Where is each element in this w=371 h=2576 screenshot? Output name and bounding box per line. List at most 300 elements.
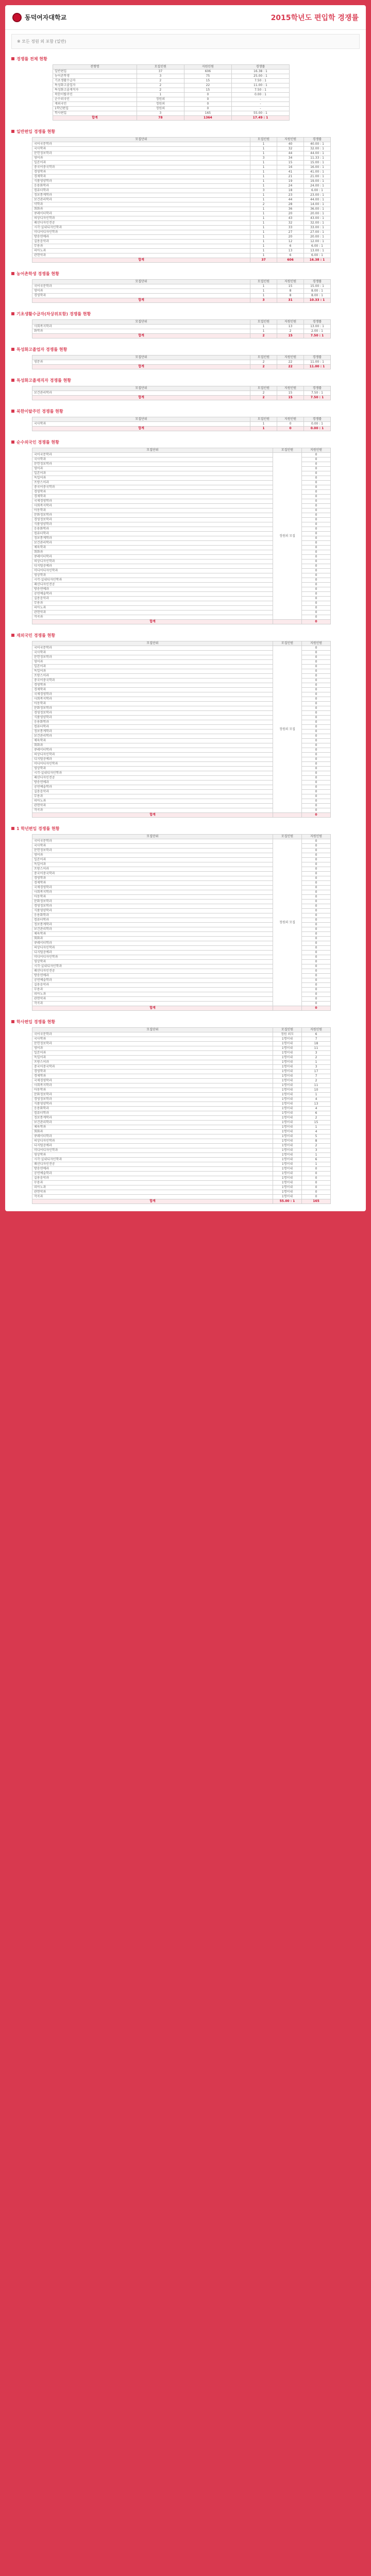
- col-major: 모집단위: [32, 835, 273, 839]
- row-quota: 2: [250, 391, 277, 396]
- row-applicants: 0: [302, 844, 331, 849]
- row-major: 무용과: [32, 601, 273, 606]
- row-major: 회화과: [32, 937, 273, 941]
- row-applicants: 2: [302, 1144, 331, 1148]
- row-quota: 1명이내: [273, 1065, 302, 1070]
- col-applicants: 지원인원: [277, 320, 304, 325]
- row-major: 회화과: [32, 743, 273, 748]
- row-applicants: 7: [302, 1074, 331, 1079]
- row-quota: 1명이내: [273, 1195, 302, 1199]
- row-applicants: 4: [302, 1107, 331, 1111]
- total-row: [32, 258, 331, 263]
- row-applicants: 0: [302, 776, 331, 781]
- row-major: 프랑스어과: [32, 481, 273, 485]
- row-applicants: 0: [302, 697, 331, 702]
- row-applicants: 0: [302, 881, 331, 886]
- row-major: 경영학과: [32, 490, 273, 495]
- section-heading: 일반편입 경쟁률 현황: [11, 126, 360, 137]
- row-applicants: 0: [302, 646, 331, 651]
- table-row: [32, 202, 331, 207]
- row-applicants: 0: [302, 890, 331, 895]
- row-quota: 1명이내: [273, 1148, 302, 1153]
- row-applicants: 0: [302, 674, 331, 679]
- row-applicants: 16: [277, 165, 304, 170]
- row-major: 경제학과: [32, 175, 250, 179]
- col-applicants: 지원인원: [277, 138, 304, 142]
- row-rate: -: [231, 107, 289, 111]
- row-quota: 1: [250, 151, 277, 156]
- total-applicants: 165: [302, 1199, 331, 1204]
- row-applicants: 0: [302, 706, 331, 711]
- row-rate: 7.50 : 1: [231, 79, 289, 83]
- row-major: 농어촌학생: [53, 74, 137, 79]
- row-applicants: 11: [302, 1046, 331, 1051]
- row-applicants: 33: [277, 226, 304, 230]
- row-rate: 43.00 : 1: [304, 216, 331, 221]
- section-heading: 기초생활수급자(차상위포함) 경쟁률 현황: [11, 308, 360, 319]
- total-row: [32, 298, 331, 303]
- row-rate: 16.38 : 1: [231, 70, 289, 74]
- row-major: 의상디자인학과: [32, 753, 273, 757]
- row-major: 응용화학과: [32, 527, 273, 532]
- row-applicants: 0: [302, 923, 331, 927]
- col-rate: 경쟁률: [304, 417, 331, 422]
- table-row: [32, 1060, 331, 1065]
- row-rate: 33.00 : 1: [304, 226, 331, 230]
- total-rate: 55.00 : 1: [273, 1199, 302, 1204]
- row-major: 실용음악과: [32, 790, 273, 794]
- foreigner-table: [32, 448, 331, 624]
- row-major: 방송연예과: [32, 1167, 273, 1172]
- row-major: 일본어과: [32, 858, 273, 862]
- row-major: 식품영양학과: [32, 909, 273, 913]
- row-applicants: 0: [302, 462, 331, 467]
- row-major: 재외국민: [53, 102, 137, 107]
- row-applicants: 0: [302, 720, 331, 725]
- row-applicants: 22: [277, 360, 304, 365]
- row-applicants: 0: [302, 665, 331, 669]
- row-applicants: 11: [302, 1083, 331, 1088]
- row-applicants: 0: [302, 716, 331, 720]
- col-rate: 경쟁률: [231, 65, 289, 70]
- row-quota: 1명이내: [273, 1102, 302, 1107]
- table-row: [32, 1130, 331, 1134]
- bullet-icon: [11, 312, 14, 315]
- row-major: 국제경영학과: [32, 692, 273, 697]
- row-applicants: 0: [302, 481, 331, 485]
- row-rate: 14.00 : 1: [304, 202, 331, 207]
- row-major: 정보통계학과: [32, 923, 273, 927]
- row-major: 관현악과: [32, 997, 273, 1002]
- row-rate: 7.50 : 1: [304, 391, 331, 396]
- row-applicants: 5: [302, 1134, 331, 1139]
- table-row: [32, 235, 331, 240]
- table-row: [53, 107, 290, 111]
- row-rate: 15.00 : 1: [304, 161, 331, 165]
- header-bar: [5, 5, 366, 30]
- row-applicants: 0: [302, 997, 331, 1002]
- row-major: 경영정보학과: [32, 518, 273, 522]
- row-applicants: 0: [302, 660, 331, 665]
- row-applicants: 18: [277, 189, 304, 193]
- table-row: [32, 189, 331, 193]
- row-rate: 6.00 : 1: [304, 253, 331, 258]
- table-row: [32, 1148, 331, 1153]
- row-major: 일본어과: [32, 471, 273, 476]
- total-row: [32, 813, 331, 818]
- row-applicants: 12: [277, 240, 304, 244]
- table-row: [32, 1051, 331, 1056]
- col-quota: 모집인원: [137, 65, 184, 70]
- row-major: 중국어중국학과: [32, 1065, 273, 1070]
- row-quota: 3: [250, 156, 277, 161]
- total-applicants: 606: [277, 258, 304, 263]
- row-major: 공연예술학과: [32, 785, 273, 790]
- bullet-icon: [11, 379, 14, 382]
- total-row: [53, 116, 290, 121]
- total-rate: 11.00 : 1: [304, 365, 331, 369]
- table-row: [32, 1065, 331, 1070]
- total-rate: 7.50 : 1: [304, 334, 331, 338]
- row-quota: 1: [250, 226, 277, 230]
- row-quota: 1: [250, 235, 277, 240]
- col-applicants: 지원인원: [184, 65, 231, 70]
- row-applicants: 0: [302, 1167, 331, 1172]
- row-major: 컴퓨터학과: [32, 532, 273, 536]
- row-applicants: 0: [302, 536, 331, 541]
- col-major: 모집단위: [32, 448, 273, 453]
- row-major: 컴퓨터학과: [32, 725, 273, 730]
- row-quota: 1: [250, 212, 277, 216]
- row-applicants: 0: [302, 757, 331, 762]
- row-major: 피아노과: [32, 992, 273, 997]
- total-label: 합계: [32, 427, 250, 431]
- row-quota: 1: [250, 175, 277, 179]
- row-major: 문화정보학과: [32, 706, 273, 711]
- total-row: [32, 365, 331, 369]
- row-major: 체육학과: [32, 739, 273, 743]
- page-frame: [0, 0, 371, 1217]
- row-major: 경영학과: [32, 1070, 273, 1074]
- table-row: [32, 391, 331, 396]
- row-major: 실용음악과: [32, 983, 273, 988]
- row-quota: 1명이내: [273, 1046, 302, 1051]
- row-applicants: 6: [302, 1158, 331, 1162]
- row-rate: 8.00 : 1: [304, 294, 331, 298]
- row-quota: 정원외: [137, 97, 184, 102]
- row-applicants: 1: [302, 1153, 331, 1158]
- total-row: [32, 1006, 331, 1011]
- table-row: [32, 179, 331, 184]
- row-applicants: 19: [277, 179, 304, 184]
- row-applicants: 0: [302, 886, 331, 890]
- row-applicants: 6: [277, 244, 304, 249]
- row-quota: 1: [250, 170, 277, 175]
- table-row: [32, 1176, 331, 1181]
- row-applicants: 0: [302, 587, 331, 592]
- row-rate: 20.00 : 1: [304, 235, 331, 240]
- row-major: 보건관리학과: [32, 927, 273, 932]
- col-major: 모집단위: [32, 280, 250, 284]
- row-applicants: 0: [302, 702, 331, 706]
- row-applicants: 40: [277, 142, 304, 147]
- row-major: 디지털공예과: [32, 1144, 273, 1148]
- row-rate: 6.00 : 1: [304, 189, 331, 193]
- row-quota: 1명이내: [273, 1162, 302, 1167]
- row-major: 무용과: [32, 244, 250, 249]
- total-row: [32, 396, 331, 400]
- row-applicants: 8: [277, 294, 304, 298]
- row-major: 문헌정보학과: [32, 151, 250, 156]
- section-heading: 특성화고졸재직자 경쟁률 현황: [11, 375, 360, 386]
- row-applicants: 0: [302, 569, 331, 573]
- row-major: 정보통계학과: [32, 1116, 273, 1121]
- row-applicants: 2: [302, 1116, 331, 1121]
- row-major: 국어국문학과: [32, 453, 273, 457]
- row-applicants: 0: [302, 564, 331, 569]
- row-quota: 1명이내: [273, 1107, 302, 1111]
- row-applicants: 0: [302, 583, 331, 587]
- row-rate: 12.00 : 1: [304, 240, 331, 244]
- table-row: [32, 1046, 331, 1051]
- row-major: 독일어과: [32, 476, 273, 481]
- row-major: 시각·실내디자인학과: [32, 226, 250, 230]
- row-major: 식품영양학과: [32, 716, 273, 720]
- row-quota: 1: [250, 147, 277, 151]
- row-quota: 1: [250, 161, 277, 165]
- row-quota: 1명이내: [273, 1093, 302, 1097]
- col-applicants: 지원인원: [277, 417, 304, 422]
- row-major: 경제학과: [32, 688, 273, 692]
- row-applicants: 0: [302, 683, 331, 688]
- row-major: 경제학과: [32, 881, 273, 886]
- total-quota: 37: [250, 258, 277, 263]
- row-major: 경영정보학과: [32, 711, 273, 716]
- table-row: [53, 102, 290, 107]
- row-applicants: 6: [302, 1111, 331, 1116]
- row-applicants: 3: [302, 1051, 331, 1056]
- row-applicants: 0: [302, 904, 331, 909]
- col-quota: 모집인원: [250, 417, 277, 422]
- page-title: 2015학년도 편입학 경쟁률: [271, 13, 359, 22]
- col-rate: 경쟁률: [304, 138, 331, 142]
- row-quota: 1명이내: [273, 1074, 302, 1079]
- row-quota: 1: [250, 244, 277, 249]
- row-major: 국어국문학과: [32, 839, 273, 844]
- row-major: 사회복지학과: [32, 697, 273, 702]
- table-row: [32, 1074, 331, 1079]
- total-applicants: 15: [277, 334, 304, 338]
- row-quota: 1: [250, 240, 277, 244]
- table-row: [53, 83, 290, 88]
- row-applicants: 0: [302, 804, 331, 808]
- row-quota: 1: [137, 93, 184, 97]
- row-major: 미디어디자인학과: [32, 569, 273, 573]
- row-major: 사회복지학과: [32, 890, 273, 895]
- row-major: 아동학과: [32, 509, 273, 513]
- row-major: 경영정보학과: [32, 904, 273, 909]
- table-row: [32, 184, 331, 189]
- row-major: 작곡과: [32, 615, 273, 620]
- row-major: 아동학과: [32, 895, 273, 900]
- table-row: [32, 161, 331, 165]
- row-major: 영어과: [32, 289, 250, 294]
- bullet-icon: [11, 410, 14, 413]
- row-quota: 1명이내: [273, 1185, 302, 1190]
- row-major: 미디어디자인학과: [32, 762, 273, 767]
- row-applicants: 13: [277, 249, 304, 253]
- section-heading: 북한이탈주민 경쟁률 현황: [11, 405, 360, 417]
- row-major: 아동학과: [32, 1088, 273, 1093]
- row-applicants: 0: [302, 1181, 331, 1185]
- row-major: 문헌정보학과: [32, 1042, 273, 1046]
- row-applicants: 0: [302, 499, 331, 504]
- section-vocational: [11, 344, 360, 369]
- total-row: [32, 427, 331, 431]
- row-major: 영상학과: [32, 573, 273, 578]
- row-applicants: 0: [184, 97, 231, 102]
- row-major: 보건관리학과: [32, 541, 273, 546]
- row-major: 시각·실내디자인학과: [32, 964, 273, 969]
- total-applicants: 1364: [184, 116, 231, 121]
- row-applicants: 0: [302, 592, 331, 597]
- table-row: [32, 646, 331, 651]
- row-major: 방송연예과: [32, 781, 273, 785]
- section-overview: [11, 53, 360, 121]
- table-row: [53, 74, 290, 79]
- row-applicants: 0: [302, 655, 331, 660]
- row-major: 실용음악과: [32, 597, 273, 601]
- table-row: [32, 1097, 331, 1102]
- row-rate: 32.00 : 1: [304, 147, 331, 151]
- row-rate: 0.00 : 1: [304, 422, 331, 427]
- row-applicants: 0: [302, 573, 331, 578]
- row-major: 패션디자인전공: [32, 1162, 273, 1167]
- brand[interactable]: [12, 13, 66, 22]
- row-major: 경영학과: [32, 294, 250, 298]
- col-rate: 경쟁률: [304, 355, 331, 360]
- row-applicants: 165: [184, 111, 231, 116]
- row-major: 국사학과: [32, 844, 273, 849]
- col-quota: 모집인원: [273, 448, 302, 453]
- table-row: [32, 212, 331, 216]
- row-applicants: 0: [184, 107, 231, 111]
- total-applicants: 15: [277, 396, 304, 400]
- total-label: 합계: [32, 813, 273, 818]
- total-label: 합계: [32, 620, 273, 624]
- row-major: 중국어중국학과: [32, 872, 273, 876]
- row-quota: 1: [250, 179, 277, 184]
- row-applicants: 0: [302, 560, 331, 564]
- row-applicants: 0: [302, 964, 331, 969]
- table-row: [32, 1056, 331, 1060]
- row-applicants: 44: [277, 198, 304, 202]
- total-label: 합계: [32, 396, 250, 400]
- row-rate: -: [231, 97, 289, 102]
- row-major: 경영학과: [32, 876, 273, 881]
- section-heading: 특성화고졸업자 경쟁률 현황: [11, 344, 360, 355]
- row-quota: 1명이내: [273, 1125, 302, 1130]
- total-quota: 2: [250, 334, 277, 338]
- col-major: 모집단위: [32, 138, 250, 142]
- table-row: [32, 1144, 331, 1148]
- row-quota: 1: [250, 184, 277, 189]
- row-major: 공연예술학과: [32, 978, 273, 983]
- row-rate: 40.00 : 1: [304, 142, 331, 147]
- row-major: 미디어디자인학과: [32, 1148, 273, 1153]
- bullet-icon: [11, 440, 14, 444]
- rural-table: [32, 279, 331, 303]
- row-quota: 정원외: [137, 102, 184, 107]
- row-major: 미디어디자인학과: [32, 955, 273, 960]
- total-applicants: 31: [277, 298, 304, 303]
- row-major: 큐레이터학과: [32, 941, 273, 946]
- table-row: [53, 70, 290, 74]
- table-row: [32, 289, 331, 294]
- row-major: 사회복지학과: [32, 1083, 273, 1088]
- row-rate: 20.00 : 1: [304, 212, 331, 216]
- col-quota: 모집인원: [250, 280, 277, 284]
- row-quota: 1명이내: [273, 1111, 302, 1116]
- table-row: [32, 284, 331, 289]
- row-applicants: 0: [302, 913, 331, 918]
- row-major: 디지털공예과: [32, 564, 273, 569]
- row-major: 기초생활수급자: [53, 79, 137, 83]
- row-applicants: 0: [302, 1176, 331, 1181]
- row-quota: 3: [137, 111, 184, 116]
- row-major: 국사학과: [32, 1037, 273, 1042]
- table-row: [32, 240, 331, 244]
- row-quota: 1명이내: [273, 1167, 302, 1172]
- row-quota: 1명이내: [273, 1097, 302, 1102]
- bullet-icon: [11, 272, 14, 275]
- row-rate: 11.33 : 1: [304, 156, 331, 161]
- low-income-table: [32, 319, 331, 338]
- row-applicants: 0: [302, 518, 331, 522]
- row-applicants: 0: [302, 941, 331, 946]
- col-applicants: 지원인원: [302, 1028, 331, 1032]
- row-quota: 1명이내: [273, 1139, 302, 1144]
- total-rate: 0.00 : 1: [304, 427, 331, 431]
- row-applicants: 20: [277, 212, 304, 216]
- row-major: 국어국문학과: [32, 142, 250, 147]
- row-major: 영어과: [32, 156, 250, 161]
- row-applicants: 0: [277, 422, 304, 427]
- row-applicants: 0: [302, 734, 331, 739]
- row-major: 영상학과: [32, 960, 273, 964]
- row-major: 패션디자인전공: [32, 969, 273, 974]
- row-applicants: 0: [302, 992, 331, 997]
- section-defector: [11, 405, 360, 431]
- row-applicants: 0: [302, 978, 331, 983]
- table-row: [32, 156, 331, 161]
- row-major: 사회복지학과: [32, 325, 250, 329]
- row-major: 실용음악과: [32, 1176, 273, 1181]
- total-rate: 10.33 : 1: [304, 298, 331, 303]
- row-major: 큐레이터학과: [32, 555, 273, 560]
- table-row: [32, 1162, 331, 1167]
- row-applicants: 0: [302, 601, 331, 606]
- total-label: 합계: [32, 334, 250, 338]
- row-rate: 41.00 : 1: [304, 170, 331, 175]
- row-quota: 1: [250, 207, 277, 212]
- row-applicants: 0: [302, 532, 331, 536]
- row-quota: 2: [137, 79, 184, 83]
- row-major: 국제경영학과: [32, 1079, 273, 1083]
- overview-table: [53, 64, 290, 121]
- bullet-icon: [11, 827, 14, 830]
- section-vocational-employed: [11, 375, 360, 400]
